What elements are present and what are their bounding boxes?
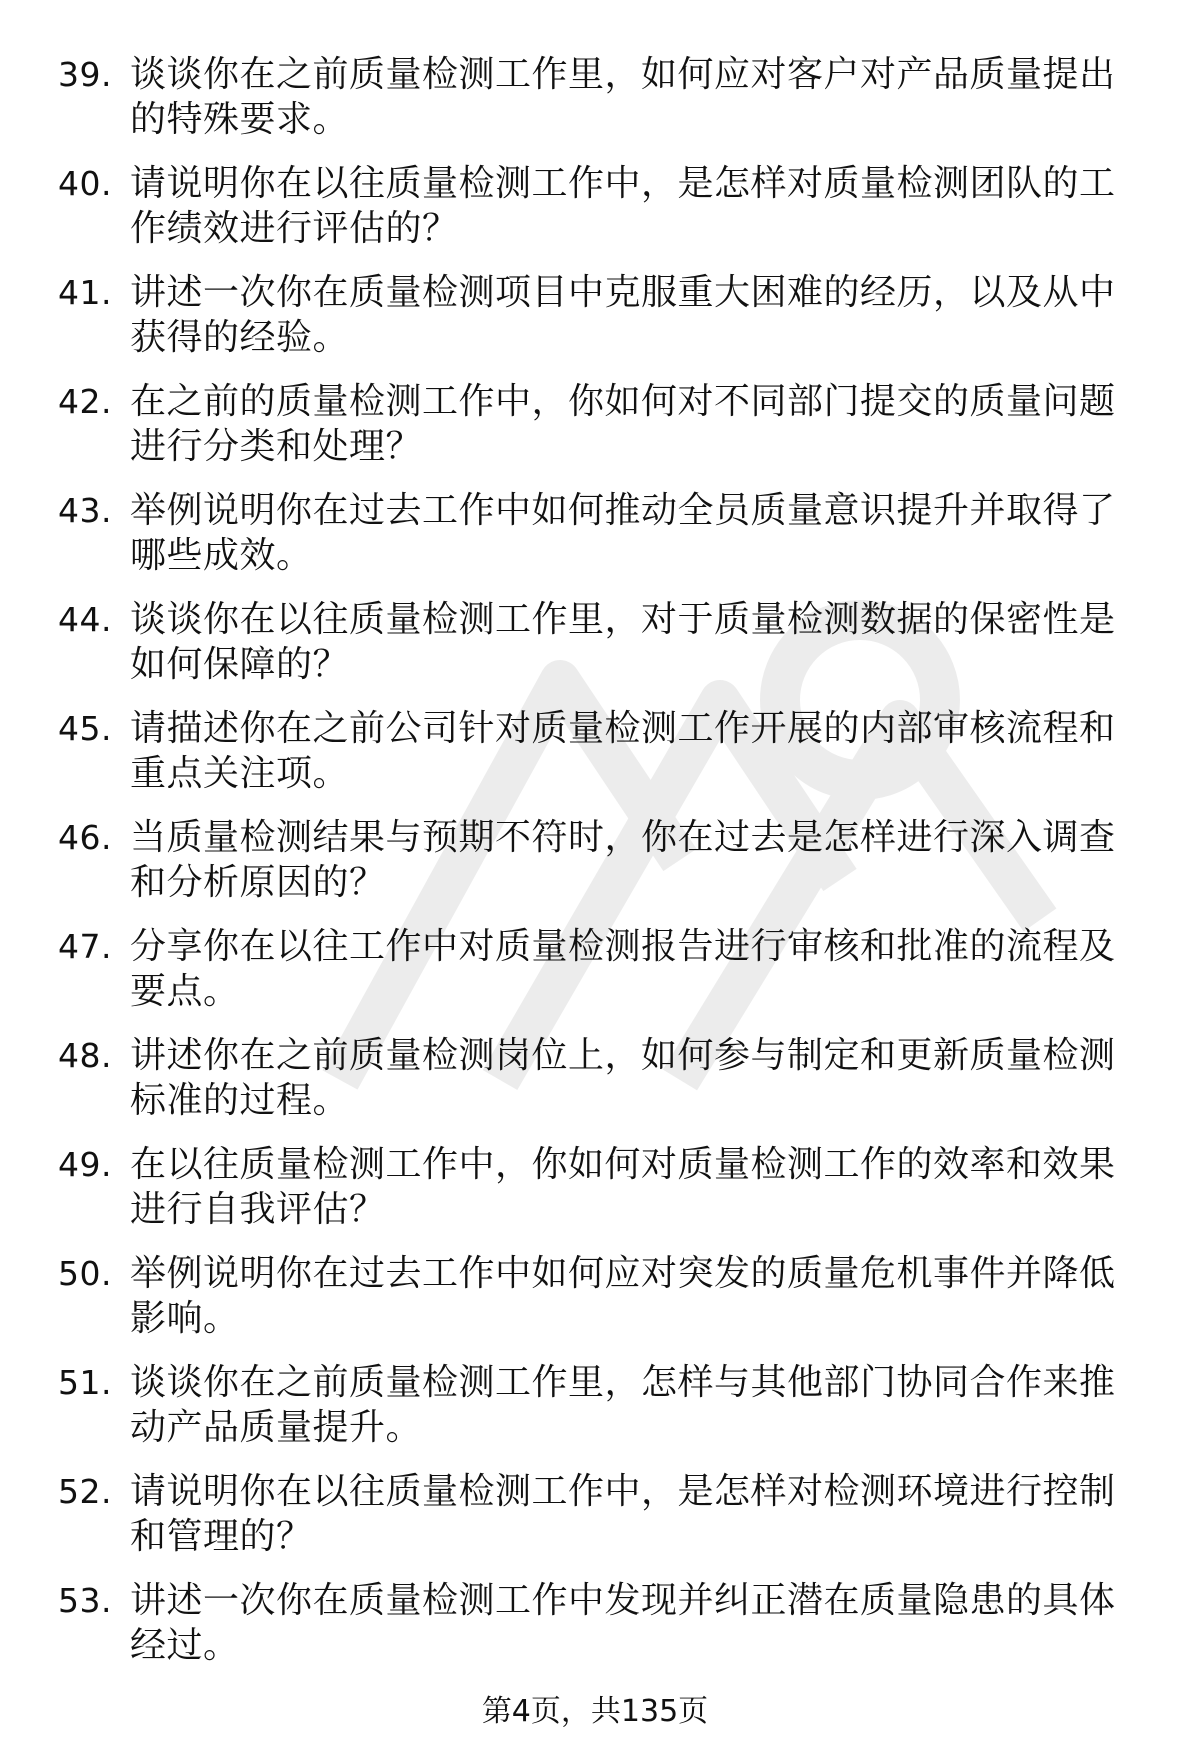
question-number: 48.: [58, 1036, 112, 1075]
list-item: [0, 597, 1190, 687]
question-number: 49.: [58, 1145, 112, 1184]
question-number: 43.: [58, 491, 112, 530]
question-number: 46.: [58, 818, 112, 857]
question-number: 45.: [58, 709, 112, 748]
question-text: 谈谈你在之前质量检测工作里，怎样与其他部门协同合作来推动产品质量提升。: [130, 1362, 1116, 1448]
question-text: 举例说明你在过去工作中如何推动全员质量意识提升并取得了哪些成效。: [130, 490, 1116, 576]
list-item: [0, 52, 1190, 142]
question-text: 请说明你在以往质量检测工作中，是怎样对质量检测团队的工作绩效进行评估的？: [130, 163, 1116, 249]
question-text: 当质量检测结果与预期不符时，你在过去是怎样进行深入调查和分析原因的？: [130, 817, 1116, 903]
list-item: [0, 1360, 1190, 1450]
question-number: 44.: [58, 600, 112, 639]
list-item: [0, 1578, 1190, 1668]
question-text: 分享你在以往工作中对质量检测报告进行审核和批准的流程及要点。: [130, 926, 1116, 1012]
question-text: 在之前的质量检测工作中，你如何对不同部门提交的质量问题进行分类和处理？: [130, 381, 1116, 467]
question-number: 53.: [58, 1581, 112, 1620]
list-item: [0, 161, 1190, 251]
list-item: [0, 488, 1190, 578]
list-item: [0, 815, 1190, 905]
question-text: 请描述你在之前公司针对质量检测工作开展的内部审核流程和重点关注项。: [130, 708, 1116, 794]
question-text: 举例说明你在过去工作中如何应对突发的质量危机事件并降低影响。: [130, 1253, 1116, 1339]
question-text: 在以往质量检测工作中，你如何对质量检测工作的效率和效果进行自我评估？: [130, 1144, 1116, 1230]
list-item: [0, 1251, 1190, 1341]
list-item: [0, 706, 1190, 796]
list-item: [0, 1142, 1190, 1232]
list-item: [0, 924, 1190, 1014]
question-text: 讲述一次你在质量检测项目中克服重大困难的经历，以及从中获得的经验。: [130, 272, 1116, 358]
question-text: 谈谈你在之前质量检测工作里，如何应对客户对产品质量提出的特殊要求。: [130, 54, 1116, 140]
question-number: 42.: [58, 382, 112, 421]
question-number: 50.: [58, 1254, 112, 1293]
list-item: [0, 1469, 1190, 1559]
list-item: [0, 1033, 1190, 1123]
question-number: 41.: [58, 273, 112, 312]
question-number: 47.: [58, 927, 112, 966]
question-text: 请说明你在以往质量检测工作中，是怎样对检测环境进行控制和管理的？: [130, 1471, 1116, 1557]
question-text: 讲述你在之前质量检测岗位上，如何参与制定和更新质量检测标准的过程。: [130, 1035, 1116, 1121]
question-list: [0, 52, 1190, 1687]
list-item: [0, 379, 1190, 469]
page-number-footer: 第4页，共135页: [481, 1694, 709, 1729]
question-number: 40.: [58, 164, 112, 203]
question-text: 谈谈你在以往质量检测工作里，对于质量检测数据的保密性是如何保障的？: [130, 599, 1116, 685]
question-number: 52.: [58, 1472, 112, 1511]
question-number: 39.: [58, 55, 112, 94]
question-text: 讲述一次你在质量检测工作中发现并纠正潜在质量隐患的具体经过。: [130, 1580, 1116, 1666]
question-number: 51.: [58, 1363, 112, 1402]
list-item: [0, 270, 1190, 360]
